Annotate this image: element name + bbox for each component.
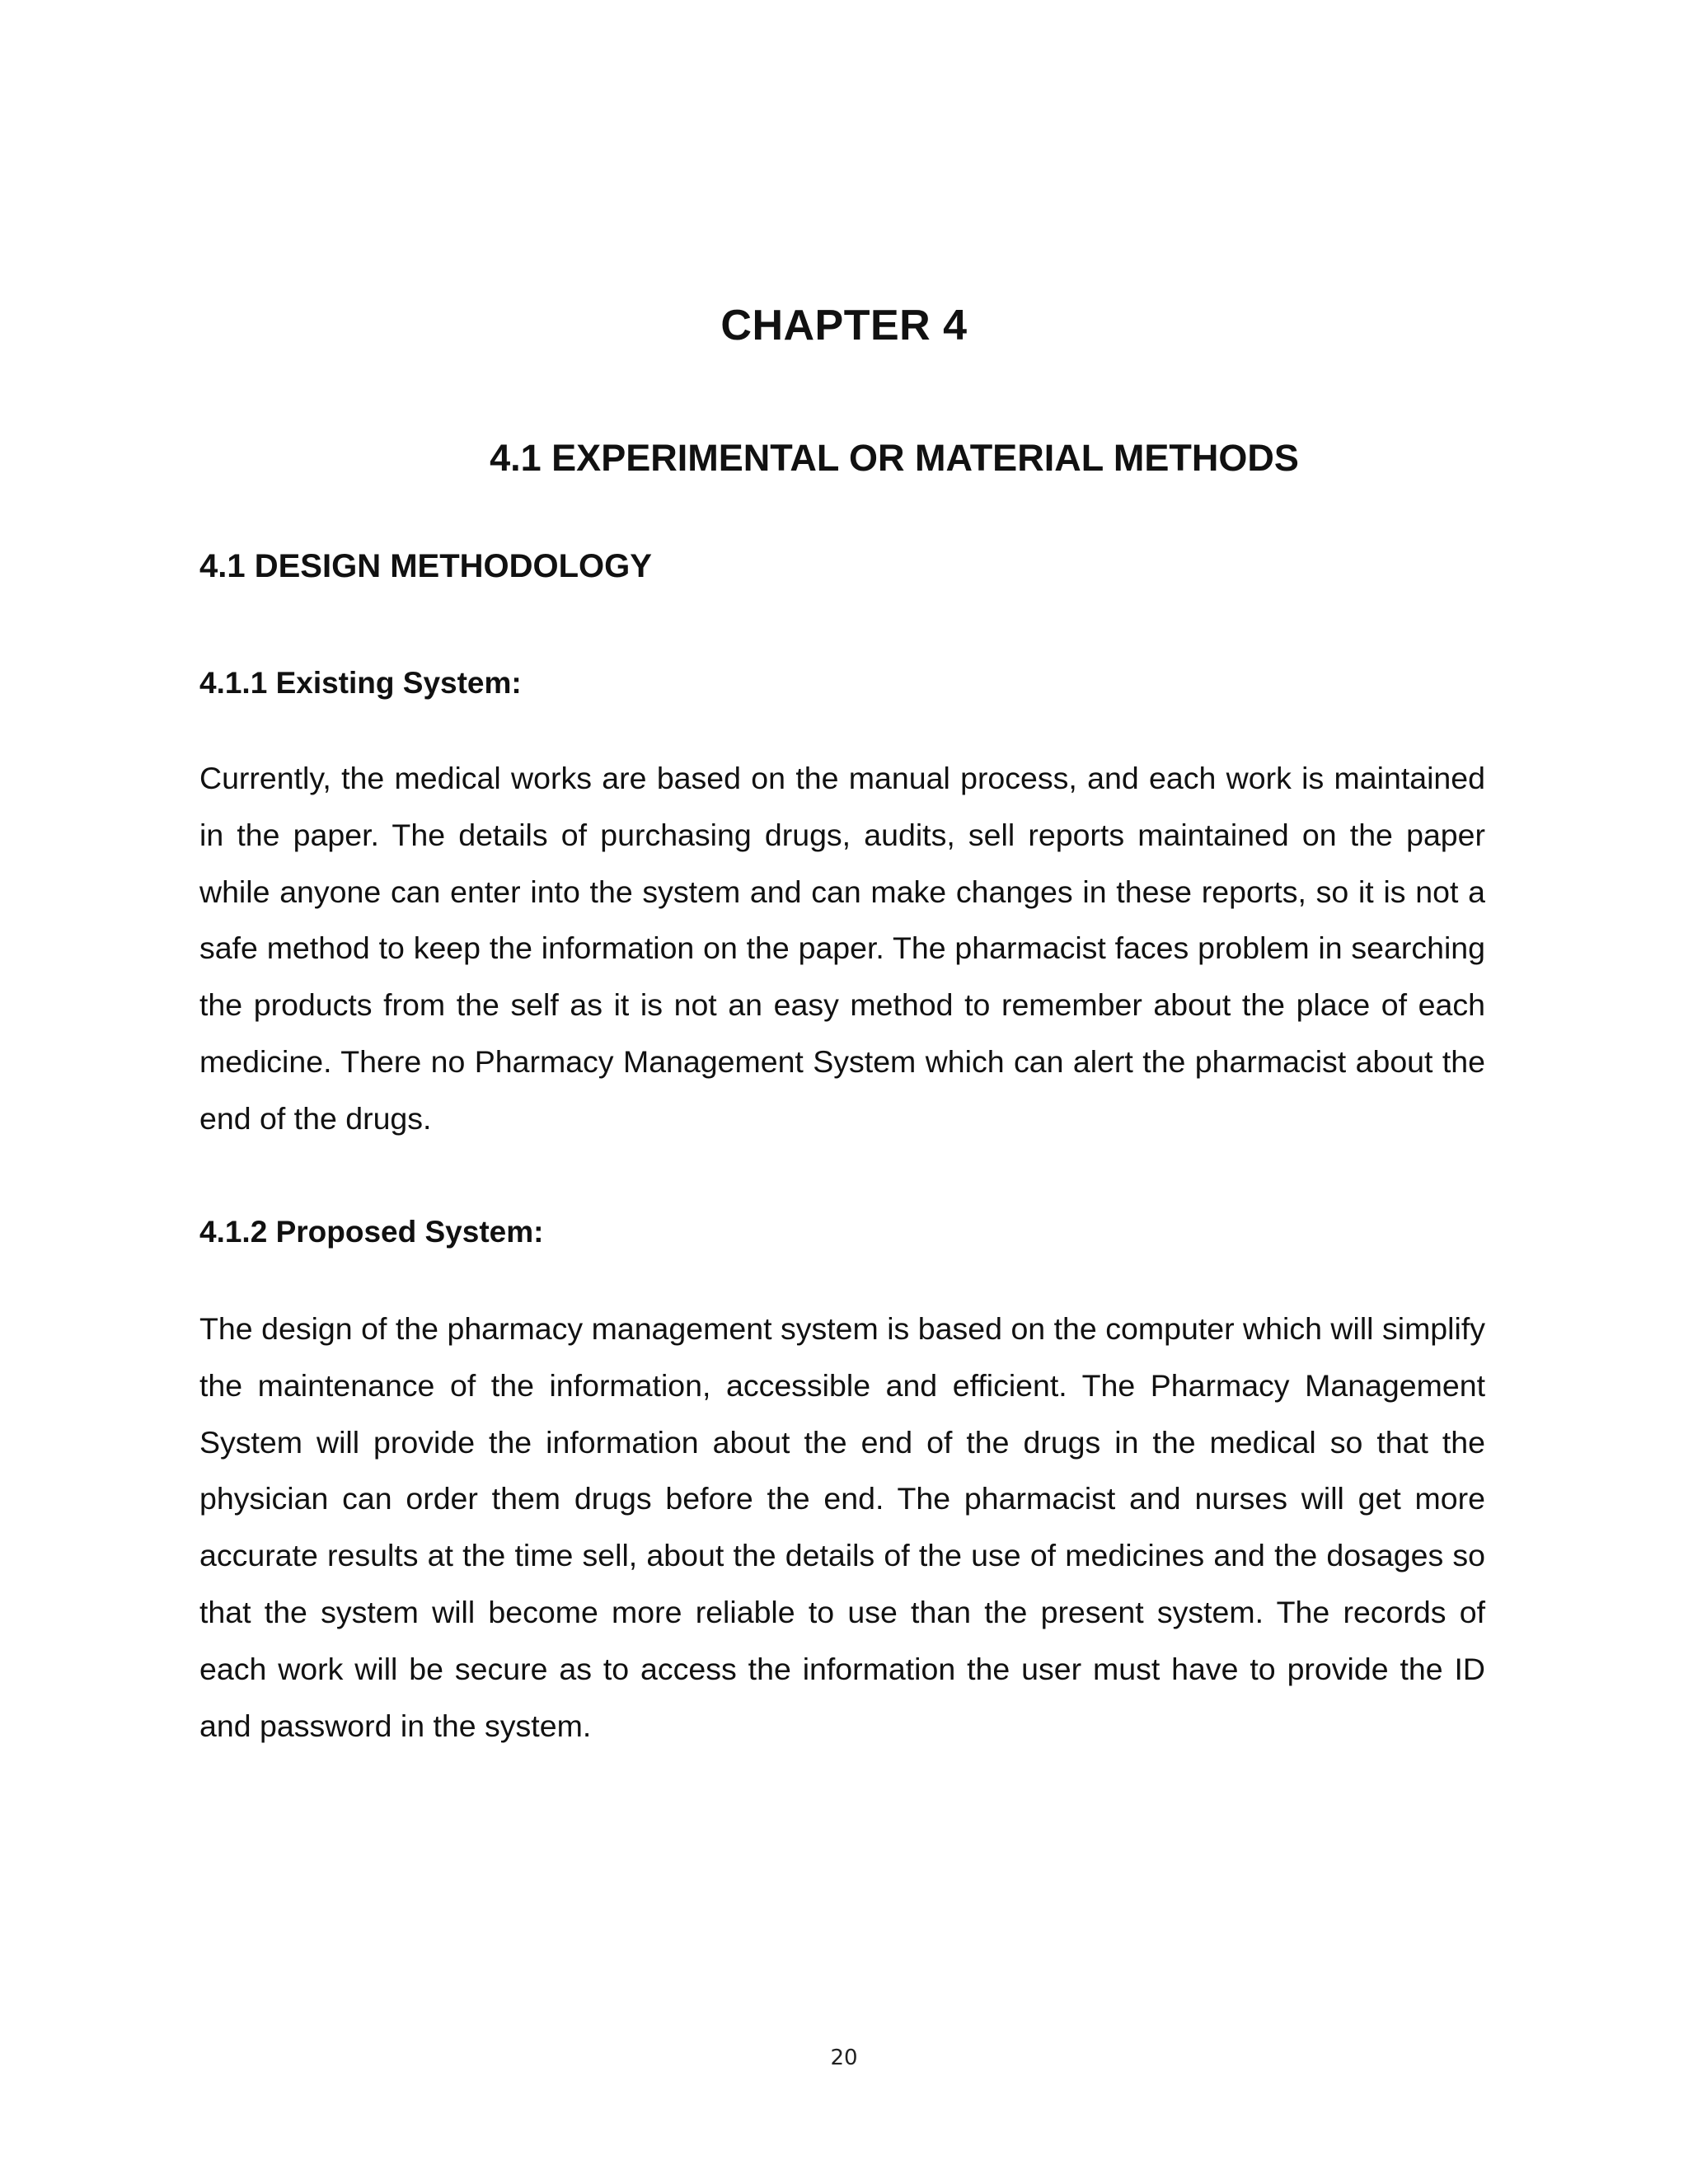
proposed-system-paragraph: The design of the pharmacy management system is based on the computer which will simplify the maintenance of the information, accessible and efficient. The Pharmacy Management System will provide the information about the end of the drugs in the medical so that the physician can order them drugs before the end. The pharmacist and nurses will get more accurate results at the time sell, about the details of the use of medicines and the dosages so that the system will become more reliable to use than the present system. The records of each work will be secure as to access the information the user must have to provide the ID and password in the system.: [199, 1311, 1485, 1743]
existing-system-paragraph: Currently, the medical works are based on the manual process, and each work is maintained in the paper. The details of purchasing drugs, audits, sell reports maintained on the paper while anyone can enter into the system and can make changes in these reports, so it is not a safe method to keep the information on the paper. The pharmacist faces problem in searching the products from the self as it is not an easy method to remember about the place of each medicine. There no Pharmacy Management System which can alert the pharmacist about the end of the drugs.: [199, 761, 1485, 1136]
chapter-title: CHAPTER 4: [720, 302, 968, 349]
proposed-system-heading: 4.1.2 Proposed System:: [199, 1215, 544, 1249]
existing-system-heading: 4.1.1 Existing System:: [199, 666, 522, 700]
section-title: 4.1 EXPERIMENTAL OR MATERIAL METHODS: [490, 437, 1299, 479]
design-methodology-heading: 4.1 DESIGN METHODOLOGY: [199, 548, 652, 584]
page-number: 20: [830, 2046, 858, 2070]
